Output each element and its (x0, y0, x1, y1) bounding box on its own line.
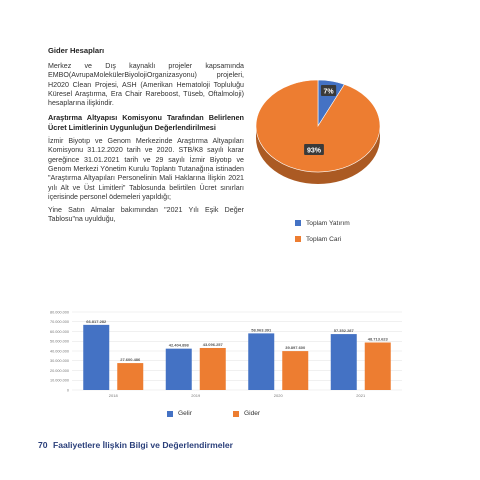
legend-swatch-blue (167, 411, 173, 417)
bar-gider-2019 (200, 348, 226, 390)
section-subheading: Araştırma Altyapısı Komisyonu Tarafından Belirlenen Ücret Limitlerinin Uygunluğun Değerlendirilmesi (48, 113, 244, 132)
bar-value-label: 57.352.287 (333, 328, 354, 334)
pie-legend-label: Toplam Cari (306, 235, 342, 243)
legend-swatch-orange (233, 411, 239, 417)
legend-swatch-orange (295, 236, 301, 242)
bar-gelir-2021 (331, 334, 357, 390)
y-tick-label: 30.000.000 (49, 359, 69, 364)
footer-title: Faaliyetlere İlişkin Bilgi ve Değerlendirmeler (52, 440, 234, 450)
bar-gider-2020 (282, 351, 308, 390)
bar-legend-gider (233, 410, 260, 417)
x-tick-label: 2021 (356, 393, 366, 398)
pie-legend-item-yatirim (295, 218, 350, 228)
bar-chart (30, 308, 410, 404)
bar-value-label: 48.713.623 (367, 336, 388, 342)
pie-label-1: 93% (306, 147, 322, 155)
pie-slice-1 (256, 80, 380, 172)
bar-gider-2018 (117, 363, 143, 390)
pie-legend-item-cari (295, 234, 350, 244)
paragraph-esik-deger: Yine Satın Almalar bakımından "2021 Yılı Eşik Değer Tablosu"na uyulduğu, (48, 206, 244, 224)
x-tick-label: 2019 (191, 393, 201, 398)
pie-legend-label: Toplam Yatırım (306, 219, 350, 227)
y-tick-label: 0 (66, 388, 69, 393)
bar-value-label: 39.897.600 (285, 345, 306, 351)
bar-legend-label: Gider (244, 410, 261, 417)
y-tick-label: 10.000.000 (49, 378, 69, 383)
bar-value-label: 58.063.391 (251, 327, 272, 333)
bar-value-label: 42.404.898 (168, 342, 189, 348)
section-heading: Gider Hesapları (48, 46, 105, 55)
bar-legend-gelir (167, 410, 192, 417)
paragraph-gider: Merkez ve Dış kaynaklı projeler kapsamında EMBO(AvrupaMolekülerBiyolojiOrganizasyonu) projeleri, H2020 Clean Projesi, ASH (Amerikan Hematoloji Topluluğu Küresel Araştırma, Era Chair Rareboost, Tüseb, Oftalmoloji) hesaplarına ilişkindir. (48, 62, 244, 108)
paragraph-komisyon: İzmir Biyotıp ve Genom Merkezinde Araştırma Altyapıları Komisyonu 31.12.2020 tarih ve 2020. STB/K8 sayılı karar gereğince 31.01.2021 tarih ve 29 sayılı İzmir Biyotıp ve Genom Merkezi Yönetim Kurulu Toplantı Tutanağına istinaden "Araştırma Altyapıları Personelinin Mali Haklarına İlişkin 2021 yılı Alt ve Üst Limitleri" Tablosunda belirtilen Ücret sınırları içerisinde personel ödemeleri yapıldığı; (48, 137, 244, 201)
pie-chart (244, 60, 404, 200)
bar-gelir-2020 (248, 333, 274, 390)
bar-legend-label: Gelir (178, 410, 192, 417)
pie-legend (295, 218, 350, 250)
page-number: 70 (38, 440, 48, 450)
y-tick-label: 80.000.000 (49, 310, 69, 315)
page-footer (38, 440, 233, 450)
bar-gider-2021 (365, 343, 391, 390)
x-tick-label: 2020 (273, 393, 283, 398)
y-tick-label: 40.000.000 (49, 349, 69, 354)
bar-value-label: 66.817.282 (86, 318, 107, 324)
bar-gelir-2019 (166, 349, 192, 390)
x-tick-label: 2018 (108, 393, 118, 398)
y-tick-label: 20.000.000 (49, 368, 69, 373)
y-tick-label: 70.000.000 (49, 320, 69, 325)
bar-gelir-2018 (83, 325, 109, 390)
legend-swatch-blue (295, 220, 301, 226)
pie-label-0: 7% (323, 88, 334, 96)
text-column (48, 46, 244, 229)
bar-value-label: 27.600.486 (120, 357, 141, 363)
bar-value-label: 43.096.257 (202, 341, 223, 347)
y-tick-label: 50.000.000 (49, 339, 69, 344)
y-tick-label: 60.000.000 (49, 329, 69, 334)
